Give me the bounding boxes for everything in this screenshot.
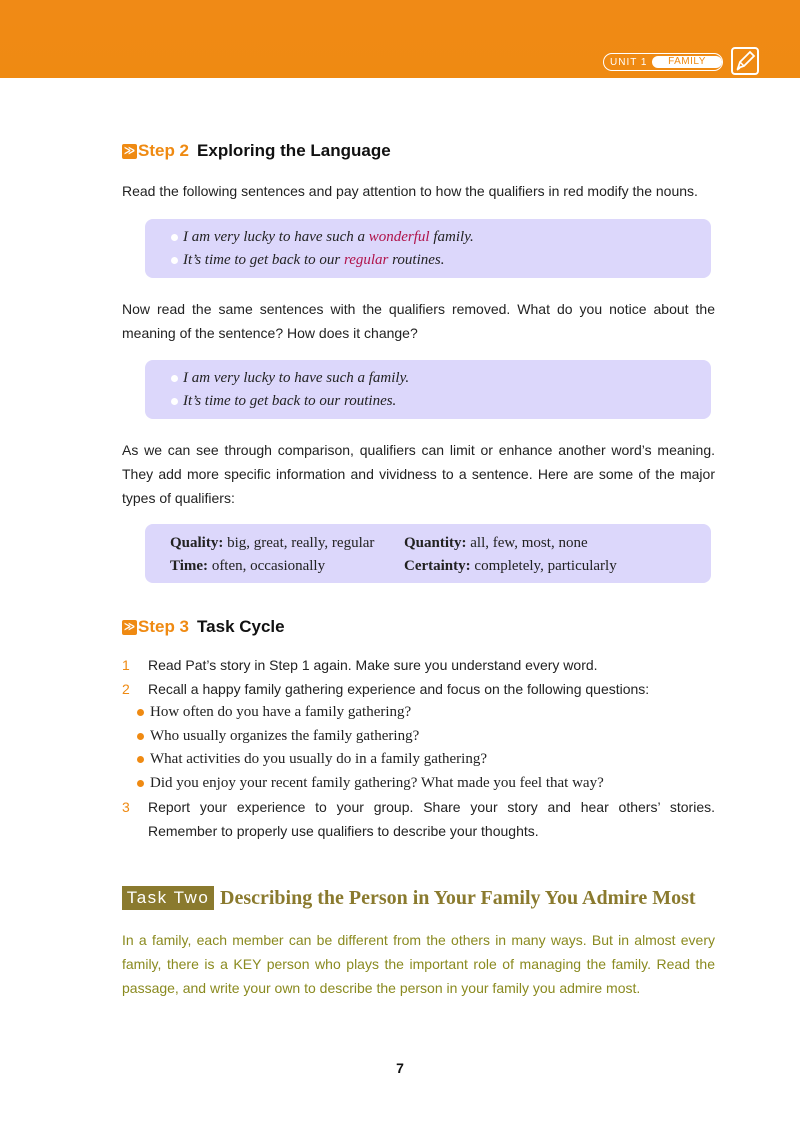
bullet-icon xyxy=(137,780,144,787)
step2-intro: Read the following sentences and pay attention to how the qualifiers in red modify the nouns. xyxy=(122,183,698,199)
qualifier-word: regular xyxy=(343,252,389,268)
qualifier-types-grid xyxy=(145,532,711,578)
question-item: Who usually organizes the family gathering? xyxy=(136,725,715,749)
step3-number: Step 3 xyxy=(138,617,190,636)
task-two-title: Describing the Person in Your Family You Admire Most xyxy=(220,887,696,909)
bullet-icon xyxy=(171,234,178,241)
example-sentence: It’s time to get back to our routines. xyxy=(145,390,711,413)
example-sentence: I am very lucky to have such a wonderful family. xyxy=(145,226,711,249)
qualifier-word: wonderful xyxy=(368,229,430,245)
bullet-icon xyxy=(137,733,144,740)
page-number: 7 xyxy=(396,1060,404,1076)
qualifier-types-box xyxy=(145,524,711,583)
qualifier-type: Time: often, occasionally xyxy=(170,558,326,574)
example-sentence: I am very lucky to have such a family. xyxy=(145,367,711,390)
item-number: 1 xyxy=(122,657,130,673)
step2-middle: Now read the same sentences with the qualifiers removed. What do you notice about the meaning of the sentence? How does it change? xyxy=(122,301,715,341)
header-bar xyxy=(0,0,800,78)
list-item: 2 Recall a happy family gathering experience and focus on the following questions: How often do you have a family gathering? Who usually organizes the family gathering? What activities do you usually do in a family gathering? Did you enjoy your recent family gathering? What made you feel that way? xyxy=(122,677,715,795)
list-item: 3 Report your experience to your group. Share your story and hear others’ stories. Remember to properly use qualifiers to describe your thoughts. xyxy=(122,795,715,843)
step-arrow-icon: ≫ xyxy=(123,144,136,157)
unit-name: FAMILY xyxy=(652,56,722,68)
question-item: How often do you have a family gathering? xyxy=(136,701,715,725)
task-two-tag: Task Two xyxy=(122,886,214,910)
pen-icon xyxy=(731,47,759,75)
qualifier-type: Quality: big, great, really, regular xyxy=(170,535,375,551)
bullet-icon xyxy=(137,756,144,763)
step-arrow-icon: ≫ xyxy=(123,620,136,633)
list-item: 1 Read Pat’s story in Step 1 again. Make sure you understand every word. xyxy=(122,653,715,677)
bullet-icon xyxy=(171,257,178,264)
step3-title: Task Cycle xyxy=(197,617,285,636)
item-number: 2 xyxy=(122,681,130,697)
unit-label: UNIT 1 xyxy=(610,56,648,68)
step2-number: Step 2 xyxy=(138,141,190,160)
task-two-description: In a family, each member can be different from the others in many ways. But in almost every family, there is a KEY person who plays the important role of managing the family. Read the passage, and write your own to describe the person in your family you admire most. xyxy=(122,932,715,996)
qualifier-type: Quantity: all, few, most, none xyxy=(404,535,588,551)
bullet-icon xyxy=(171,398,178,405)
qualifier-type: Certainty: completely, particularly xyxy=(404,558,617,574)
step2-explanation: As we can see through comparison, qualifiers can limit or enhance another word’s meaning. They add more specific information and vividness to a sentence. Here are some of the major types of qualifiers: xyxy=(122,442,715,506)
item-number: 3 xyxy=(122,799,130,815)
step2-heading xyxy=(122,141,391,161)
question-item: What activities do you usually do in a family gathering? xyxy=(136,748,715,772)
bullet-icon xyxy=(137,709,144,716)
example-sentence: It’s time to get back to our regular routines. xyxy=(145,249,711,272)
step3-heading xyxy=(122,617,285,637)
example-box-with-qualifiers xyxy=(145,219,711,278)
task-cycle-list xyxy=(122,653,715,843)
unit-badge xyxy=(603,53,723,71)
example-box-without-qualifiers xyxy=(145,360,711,419)
bullet-icon xyxy=(171,375,178,382)
step2-title: Exploring the Language xyxy=(197,141,391,160)
question-list xyxy=(136,701,715,795)
question-item: Did you enjoy your recent family gathering? What made you feel that way? xyxy=(136,772,715,796)
